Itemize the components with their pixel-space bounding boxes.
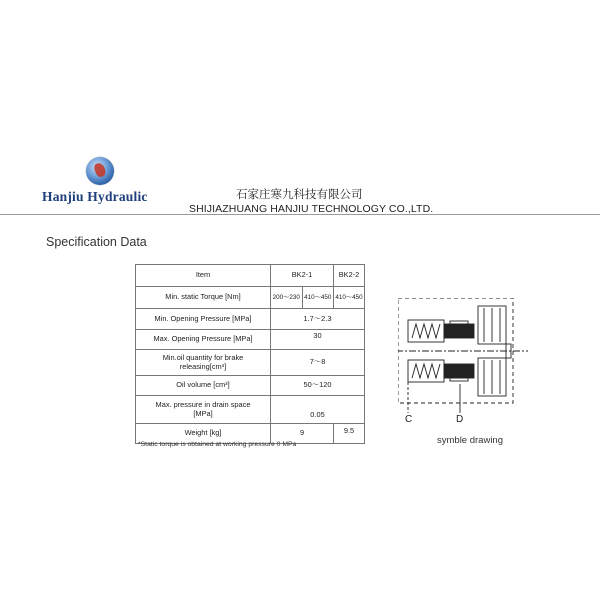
brake-symbol-drawing	[398, 298, 548, 428]
table-row	[136, 376, 365, 396]
table-row	[136, 330, 365, 350]
symbol-outline	[398, 298, 513, 403]
torque-bk2-1-high: 410～450	[302, 287, 334, 308]
port-c-label: C	[405, 414, 413, 425]
symbol-caption: symble drawing	[437, 435, 503, 446]
header-bk2-2: BK2-2	[334, 265, 365, 287]
row-label: Min. static Torque [Nm]	[136, 287, 271, 309]
table-row	[136, 350, 365, 376]
table-row	[136, 396, 365, 424]
upper-piston	[444, 324, 474, 338]
header-divider	[0, 214, 600, 215]
row-value: 30	[271, 330, 365, 350]
logo-globe-icon	[86, 157, 114, 185]
lower-piston	[444, 364, 474, 378]
table-header-row	[136, 265, 365, 287]
torque-bk2-1-cell	[271, 287, 334, 309]
company-name-chinese: 石家庄寒九科技有限公司	[236, 187, 363, 201]
row-value: 50～120	[271, 376, 365, 396]
row-value: 1.7～2.3	[271, 309, 365, 330]
row-value: 7～8	[271, 350, 365, 376]
header-item: Item	[136, 265, 271, 287]
company-name-english: SHIJIAZHUANG HANJIU TECHNOLOGY CO.,LTD.	[189, 203, 434, 215]
table-row	[136, 287, 365, 309]
upper-piston-head	[450, 321, 468, 324]
row-label: Weight [kg]	[136, 424, 271, 444]
row-label: Min. Opening Pressure [MPa]	[136, 309, 271, 330]
weight-bk2-2: 9.5	[334, 424, 365, 444]
row-label-line2: [MPa]	[193, 408, 213, 418]
lower-piston-head	[450, 378, 468, 381]
specification-table	[135, 264, 365, 444]
row-label-line1: Max. pressure in drain space	[155, 399, 251, 409]
torque-bk2-1-low: 200～230	[272, 293, 300, 301]
row-label-line1: Min.oil quantity for brake	[162, 352, 244, 362]
lower-spring-icon	[412, 364, 440, 378]
section-title: Specification Data	[46, 235, 147, 249]
row-label-line2: releasing[cm³]	[179, 361, 227, 371]
port-d-label: D	[456, 414, 464, 425]
torque-bk2-2: 410～450	[334, 287, 365, 309]
row-label	[136, 350, 271, 376]
row-label: Max. Opening Pressure [MPa]	[136, 330, 271, 350]
row-value: 0.05	[271, 396, 365, 424]
table-row	[136, 309, 365, 330]
upper-spring-icon	[412, 324, 440, 338]
weight-bk2-1: 9	[271, 424, 334, 444]
table-footnote: *Static torque is obtained at working pressure 0 MPa	[138, 441, 297, 448]
row-label: Oil volume [cm³]	[136, 376, 271, 396]
row-label	[136, 396, 271, 424]
brand-name: Hanjiu Hydraulic	[42, 189, 148, 204]
header-bk2-1: BK2-1	[271, 265, 334, 287]
